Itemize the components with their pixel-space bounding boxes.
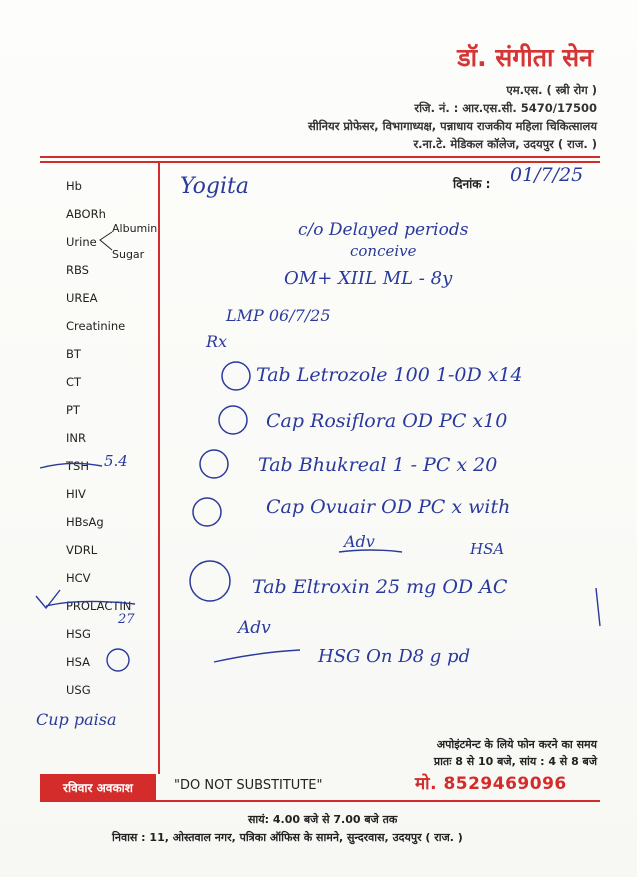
test-item: PROLACTIN [66,599,132,613]
handwritten-prolactin-value: 27 [118,612,135,627]
handwritten-tsh-value: 5.4 [104,452,128,470]
test-item: Creatinine [66,319,126,333]
test-item: VDRL [66,543,98,557]
test-item: USG [66,683,91,697]
test-item: HSG [66,627,91,641]
test-item: INR [66,431,86,445]
handwritten-lmp: LMP 06/7/25 [226,306,331,325]
test-item: ABORh [66,207,106,221]
test-item: HIV [66,487,86,501]
sunday-holiday-badge: रविवार अवकाश [40,774,156,800]
test-item: UREA [66,291,98,305]
handwritten-hsg: HSG On D8 g pd [318,646,471,667]
footer-divider [40,800,600,802]
do-not-substitute: "DO NOT SUBSTITUTE" [174,778,323,793]
evening-timing: सायं: 4.00 बजे से 7.00 बजे तक [248,813,398,826]
handwritten-note-adv: Adv [344,532,375,551]
handwritten-patient-name: Yogita [180,174,249,199]
handwritten-history: OM+ XIIL ML - 8y [284,268,453,289]
handwritten-note-hsa: HSA [470,540,505,558]
registration-number: रजि. नं. : आर.एस.सी. 5470/17500 [414,101,597,115]
doctor-designation: सीनियर प्रोफेसर, विभागाध्यक्ष, पन्नाधाय राजकीय महिला चिकित्सालय [307,119,597,133]
test-item: CT [66,375,82,389]
test-item: RBS [66,263,89,277]
test-item: Urine [66,235,97,249]
test-item: HCV [66,571,91,585]
handwritten-bottom-note: Cup paisa [36,710,117,729]
residence-address: निवास : 11, ओस्तवाल नगर, पत्रिका ऑफिस के सामने, सुन्दरवास, उदयपुर ( राज. ) [112,831,463,844]
handwritten-date: 01/7/25 [510,164,584,186]
test-item: TSH [66,459,89,473]
date-label: दिनांक : [453,177,491,191]
handwritten-note-adv-2: Adv [238,618,271,638]
test-item: HSA [66,655,91,669]
test-item: Albumin [112,222,158,235]
handwritten-medicine-5: Tab Eltroxin 25 mg OD AC [252,576,508,598]
handwritten-complaint-2: conceive [350,242,417,260]
doctor-name: डॉ. संगीता सेन [457,43,593,72]
handwritten-complaint: c/o Delayed periods [298,220,469,240]
handwritten-medicine-2: Cap Rosiflora OD PC x10 [266,410,508,432]
handwritten-rx: Rx [206,332,228,351]
college-name: र.ना.टे. मेडिकल कॉलेज, उदयपुर ( राज. ) [413,137,597,151]
test-item: BT [66,347,81,361]
phone-number: मो. 8529469096 [415,774,567,794]
doctor-degree: एम.एस. ( स्त्री रोग ) [506,83,597,97]
test-item: Hb [66,179,82,193]
handwritten-medicine-4: Cap Ovuair OD PC x with [266,496,511,518]
appointment-timing: प्रातः 8 से 10 बजे, सांय : 4 से 8 बजे [433,755,597,768]
test-item: Sugar [112,248,145,261]
test-item: HBsAg [66,515,104,529]
handwritten-medicine-1: Tab Letrozole 100 1-0D x14 [256,364,523,386]
test-item: PT [66,403,80,417]
handwritten-medicine-3: Tab Bhukreal 1 - PC x 20 [258,454,498,476]
appointment-label: अपोइंटमेन्ट के लिये फोन करने का समय [436,738,597,751]
